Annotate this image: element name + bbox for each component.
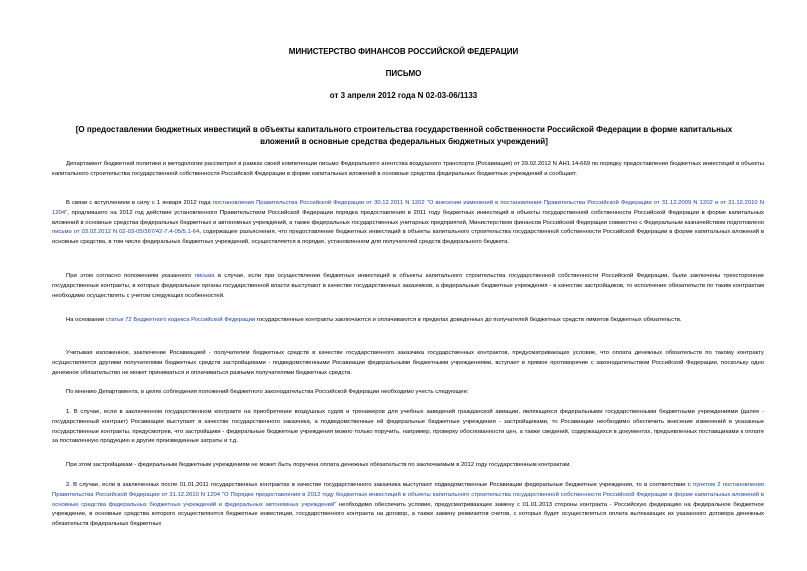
paragraph-text: , продлившего на 2012 год действие установленного Правительством Российской Федерации порядка предоставления в 2011 году бюджетных инвестиций в объекты государственной собственности Российской Федерации в форме капитальных вложений в основные средства федеральных бюджетных и автономных учреждений, а также федеральных государственных унитарных предприятий, Министерством финансов Российской Федерации совместно с Федеральным казначейством подготовлено [52, 209, 764, 226]
paragraph-budget-code [52, 316, 764, 326]
paragraph-text: На основании [66, 317, 106, 323]
resolution-1202-link[interactable]: постановления Правительства Российской Федерации от 30.12.2011 N 1202 "О внесении изменений в постановления Правительства Российской Федерации от 31.12.2009 N 1202 и от 31.12.2010 N 1204" [52, 200, 764, 216]
paragraph-intro: Департамент бюджетной политики и методологии рассмотрел в рамках своей компетенции письмо Федерального агентства воздушного транспорта (Росавиация) от 29.02.2012 N АН1.14-669 по порядку предоставления бюджетных инвестиций в объекты капитального строительства государственной собственности Российской Федерации в форме капитальных вложений в основные средства федеральных бюджетных учреждений и сообщает. [52, 161, 764, 177]
paragraph-text: необходимо обеспечить условие, предусматривающее замену с 01.01.2013 стороны контракта - Российскую федерацию на федеральное бюджетное учреждение, в основные средства которого осуществляются бюджетные инвестиции, государственного контракта на договор, а также замену реквизитов счетов, с которых будет осуществляться оплата вытекающих из указанного договора денежных обязательств федеральных бюджетных [52, 501, 764, 528]
document-date-number: от 3 апреля 2012 года N 02-03-06/1133 [329, 91, 478, 100]
paragraph-text: В связи с вступлением в силу с 1 января 2012 года [66, 200, 213, 206]
paragraph-text: 2. В случае, если в заключенных после 01.01.2011 государственных контрактах в качестве государственного заказчика выступают подведомственные Росавиации федеральные бюджетные учреждения, то в соответствии с [66, 482, 693, 488]
paragraph-text: , содержащее разъяснения, что предоставление бюджетных инвестиций в объекты капитального строительства государственной собственности Российской Федерации в форме капитальных вложений в основные средства, в том числе федеральных бюджетных учреждений, осуществляется в порядке, установленном для получателей средств федерального бюджета. [52, 229, 764, 246]
paragraph-item-2 [52, 481, 764, 530]
letter-03-02-2012-link[interactable]: письмо от 03.02.2012 N 02-03-05/367/42-7.4-05/5.1-64 [52, 229, 200, 236]
paragraph-developers-restriction: При этом застройщикам - федеральным бюджетным учреждениям не может быть поручена оплата денежных обязательств по заключаемым в 2012 году государственным контрактам. [66, 462, 571, 468]
paragraph-text: При этом согласно положениям указанного [66, 273, 195, 279]
paragraph-department-opinion: По мнению Департамента, в целях соблюдения положений бюджетного законодательства Российской Федерации необходимо учесть следующее: [66, 389, 469, 395]
paragraph-contradiction: Учитывая изложенное, заключение Росавиацией - получателем бюджетных средств в качестве государственного заказчика государственных контрактов, предусматривающих условие, что оплата денежных обязательств по такому контракту осуществляется другими получателями бюджетных средств застройщиками - подведомственными Росавиации федеральными бюджетными учреждениями, вступает в прямое противоречие с законодательством Российской Федерации, поскольку одно денежное обязательство не может приниматься и оплачиваться разными получателями бюджетных средств. [52, 350, 764, 376]
paragraph-tripartite-contracts [52, 272, 764, 301]
resolution-1204-link[interactable]: пунктом 2 постановления Правительства Российской Федерации от 31.12.2010 N 1204 "О Порядке предоставления в 2012 году бюджетных инвестиций в объекты капитального строительства государственной собственности Российской Федерации в форме капитальных вложений в основные средства федеральных бюджетных учреждений и федеральных автономных учреждений" [52, 482, 765, 508]
ministry-heading: МИНИСТЕРСТВО ФИНАНСОВ РОССИЙСКОЙ ФЕДЕРАЦИИ [288, 47, 519, 56]
paragraph-item-1: 1. В случае, если в заключенном государственном контракте на приобретение воздушных судов и тренажеров для учебных заведений гражданской авиации, являющихся федеральными государственными бюджетными учреждениями (далее - государственный контракт) Росавиация выступает в качестве государственного заказчика, а подведомственные ей федеральные бюджетные учреждения - застройщиками, то Росавиации необходимо обеспечить внесение изменений в указанные государственные контракты, предусмотрев, что застройщики - федеральные бюджетные учреждения можно только поручить, например, проверку обоснованности цен, а также сведений, содержащихся в документах, предъявленных поставщиками к оплате за поставленную продукцию и другие произведенные затраты и т.д. [52, 409, 764, 445]
paragraph-text: государственные контракты заключаются и оплачиваются в пределах доведенных до получателей бюджетных средств лимитов бюджетных обязательств. [255, 317, 682, 323]
document-type-heading: ПИСЬМО [385, 69, 422, 78]
paragraph-regulation-context [52, 199, 764, 248]
paragraph-text: в случае, если при осуществлении бюджетных инвестиций в объекты капитального строительства государственной собственности Российской Федерации, были заключены трехсторонние государственные контракты, в которых федеральные органы государственной власти выступают в качестве государственных заказчиков, а федеральные бюджетные учреждения - в качестве застройщиков, то исполнение обязательств по таким контрактам необходимо осуществлять с учетом следующих особенностей. [52, 273, 765, 299]
letter-reference-link[interactable]: письма [194, 273, 215, 279]
document-subject-title: [О предоставлении бюджетных инвестиций в объекты капитального строительства государственной собственности Российской Федерации в форме капитальных вложений в основные средства федеральных бюджетных учреждений] [75, 125, 733, 146]
budget-code-article-72-link[interactable]: статьи 72 Бюджетного кодекса Российской Федерации [105, 317, 256, 323]
